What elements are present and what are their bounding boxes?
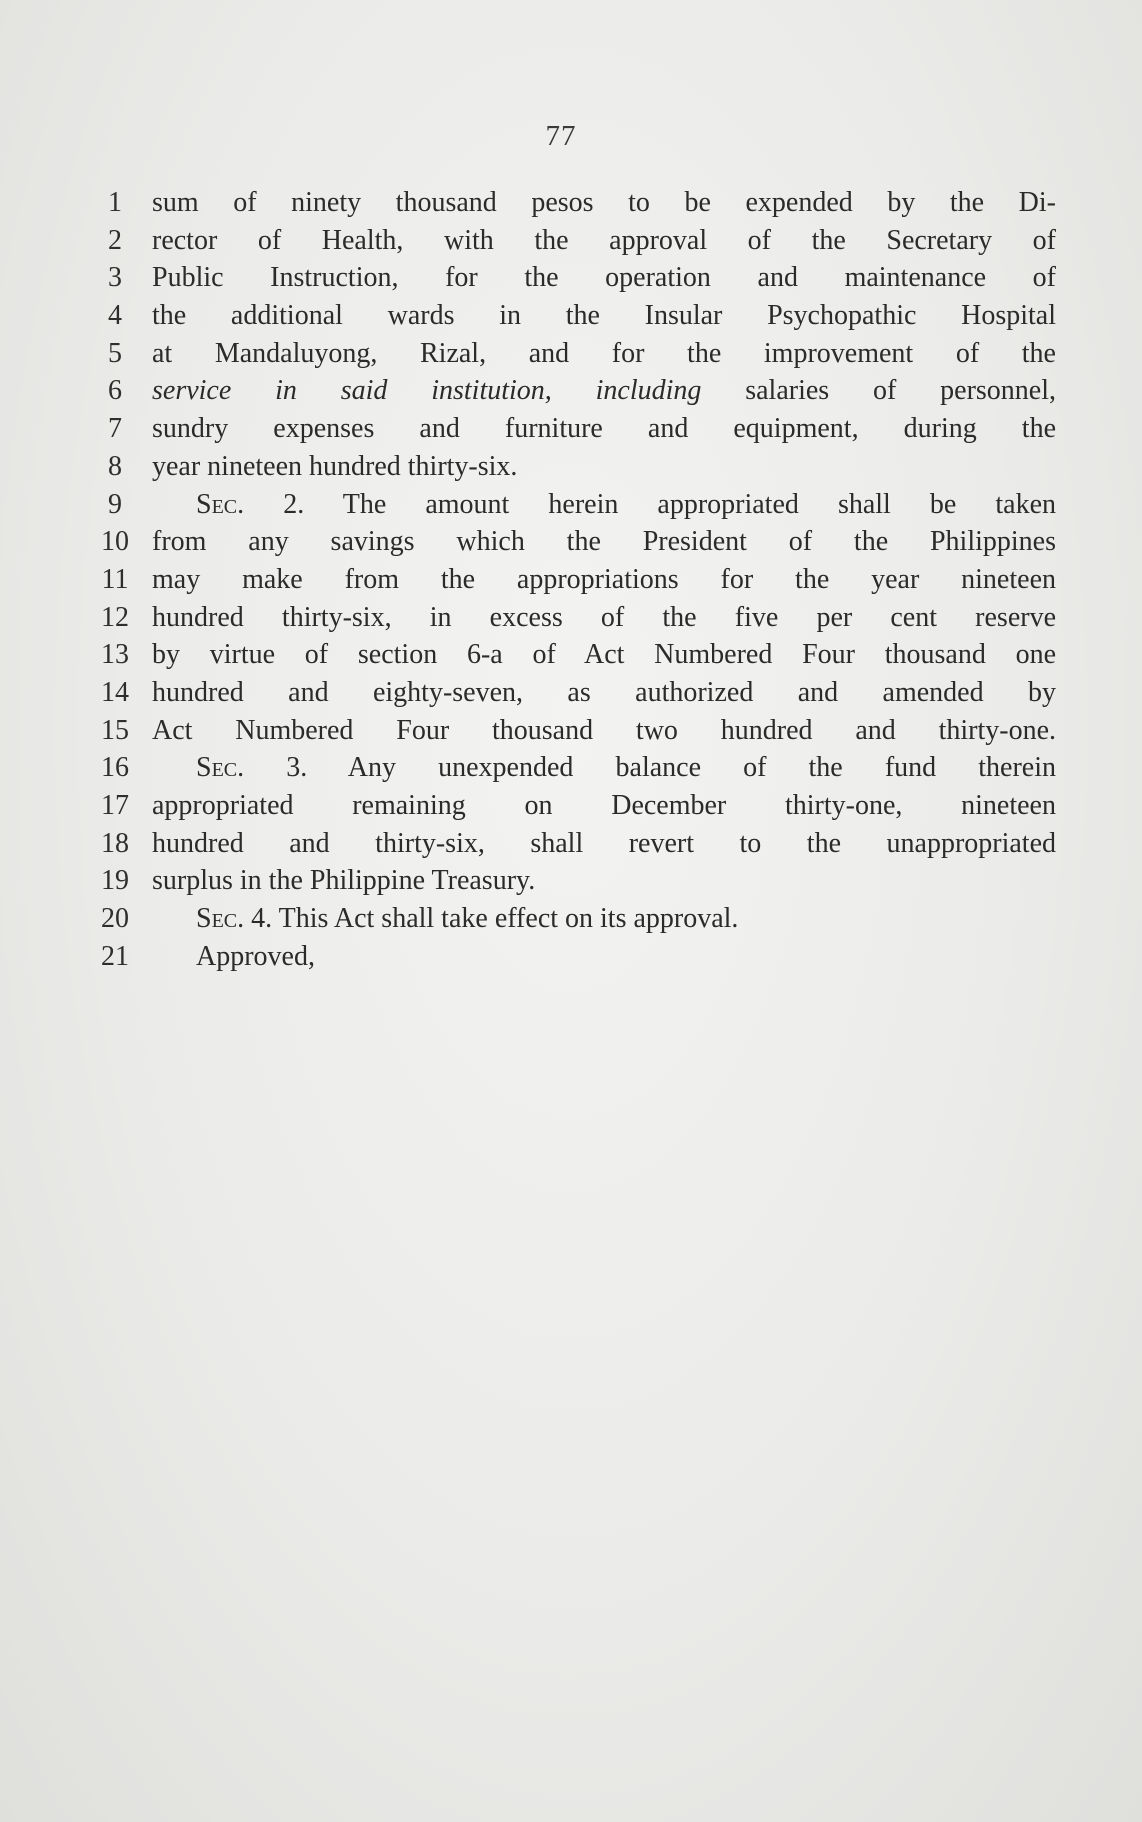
line-number: 11 bbox=[101, 563, 129, 595]
text-line bbox=[88, 375, 1056, 413]
section-line bbox=[142, 752, 1056, 784]
line-text: by virtue of section 6-a of Act Numbered Four thousand one bbox=[152, 639, 1056, 671]
text-line bbox=[88, 451, 1056, 489]
section-label: Sec. bbox=[196, 903, 245, 935]
text-line bbox=[88, 187, 1056, 225]
line-text: Public Instruction, for the operation and maintenance of bbox=[152, 262, 1056, 294]
line-text: Act Numbered Four thousand two hundred and thirty-one. bbox=[152, 714, 1056, 746]
line-number: 13 bbox=[101, 639, 129, 671]
text-line bbox=[88, 300, 1056, 338]
line-number: 12 bbox=[101, 601, 129, 633]
line-text: at Mandaluyong, Rizal, and for the improvement of the bbox=[152, 337, 1056, 369]
section-line bbox=[142, 903, 1056, 935]
text-line bbox=[88, 639, 1056, 677]
line-number: 6 bbox=[108, 375, 122, 407]
text-line bbox=[88, 903, 1056, 941]
act-text bbox=[88, 187, 1056, 978]
text-line bbox=[88, 865, 1056, 903]
line-text: surplus in the Philippine Treasury. bbox=[152, 865, 536, 897]
line-number: 10 bbox=[101, 526, 129, 558]
line-number: 19 bbox=[101, 865, 129, 897]
text-line bbox=[88, 489, 1056, 527]
line-number: 20 bbox=[101, 903, 129, 935]
text-line bbox=[88, 715, 1056, 753]
text-line bbox=[88, 262, 1056, 300]
text-line bbox=[88, 526, 1056, 564]
text-line bbox=[88, 338, 1056, 376]
line-text: year nineteen hundred thirty-six. bbox=[152, 450, 518, 482]
text-line bbox=[88, 752, 1056, 790]
text-line bbox=[88, 790, 1056, 828]
line-number: 7 bbox=[108, 413, 122, 445]
line-number: 4 bbox=[108, 300, 122, 332]
line-text: hundred thirty-six, in excess of the five per cent reserve bbox=[152, 601, 1056, 633]
line-number: 2 bbox=[108, 224, 122, 256]
line-text: sundry expenses and furniture and equipment, during the bbox=[152, 413, 1056, 445]
text-line bbox=[88, 413, 1056, 451]
page-number: 77 bbox=[545, 120, 577, 152]
line-number: 15 bbox=[101, 714, 129, 746]
text-line bbox=[88, 677, 1056, 715]
section-line bbox=[142, 489, 1056, 521]
line-number: 5 bbox=[108, 337, 122, 369]
line-text: the additional wards in the Insular Psychopathic Hospital bbox=[152, 300, 1056, 332]
line-number: 8 bbox=[108, 450, 122, 482]
line-text: service in said institution, including salaries of personnel, bbox=[152, 375, 1056, 407]
line-text: sum of ninety thousand pesos to be expended by the Di- bbox=[152, 187, 1056, 218]
section-text: 3. Any unexpended balance of the fund therein bbox=[286, 752, 1056, 784]
section-text: 4. This Act shall take effect on its approval. bbox=[251, 903, 739, 935]
line-number: 21 bbox=[101, 940, 129, 972]
line-number: 1 bbox=[108, 187, 122, 218]
line-number: 9 bbox=[108, 488, 122, 520]
text-line bbox=[88, 828, 1056, 866]
line-text: hundred and thirty-six, shall revert to the unappropriated bbox=[152, 827, 1056, 859]
line-number: 14 bbox=[101, 676, 129, 708]
line-text: rector of Health, with the approval of the Secretary of bbox=[152, 224, 1056, 256]
section-label: Sec. bbox=[196, 488, 245, 520]
line-text: appropriated remaining on December thirty-one, nineteen bbox=[152, 790, 1056, 821]
line-number: 17 bbox=[101, 790, 129, 821]
text-line bbox=[88, 225, 1056, 263]
line-number: 3 bbox=[108, 262, 122, 294]
line-text: Approved, bbox=[196, 940, 315, 972]
line-text: hundred and eighty-seven, as authorized and amended by bbox=[152, 676, 1056, 708]
line-number: 16 bbox=[101, 752, 129, 784]
section-label: Sec. bbox=[196, 752, 245, 784]
section-text: 2. The amount herein appropriated shall be taken bbox=[283, 488, 1056, 520]
line-number: 18 bbox=[101, 827, 129, 859]
text-line bbox=[88, 564, 1056, 602]
line-text: may make from the appropriations for the year nineteen bbox=[152, 563, 1056, 595]
text-line bbox=[88, 602, 1056, 640]
text-line bbox=[88, 941, 1056, 979]
line-text: from any savings which the President of the Philippines bbox=[152, 526, 1056, 558]
